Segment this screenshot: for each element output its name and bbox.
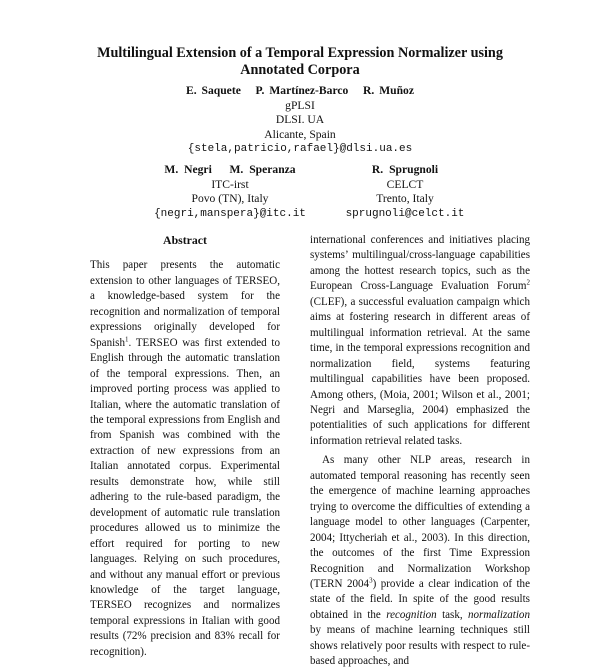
body-text: by means of machine learning techniques still shows relatively poor results with respect to rule-based approaches, and bbox=[310, 624, 530, 668]
footnote-marker-3: 3 bbox=[369, 576, 373, 585]
abstract-text-2: . TERSEO was first extended to English through the automatic translation of the temporal expressions. Then, an improved porting process was applied to Italian, where the automatic translation of the temporal expressions from English and from Spanish was combined with the extraction of new expressions from an Italian annotated corpus. Experimental results demonstrate how, while still adhering to the rule-based paradigm, the development of automatic rule translation procedures allowed us to minimize the effort required for porting to new languages. Relying on such procedures, and without any manual effort or previous knowledge of the target language, TERSEO recognizes and normalizes temporal expressions in Italian with good results (72% precision and 83% recall for recognition). bbox=[90, 336, 280, 658]
body-text: (CLEF), a successful evaluation campaign which aims at fostering research in different areas of multilingual information retrieval. At the same time, in the temporal expressions recognition and normalization field, systems featuring multilingual capabilities have been proposed. Among others, (Moia, 2001; Wilson et al., 2001; Negri and Marseglia, 2004) emphasized the potentialities of such applications for different information retrieval related tasks. bbox=[310, 295, 530, 447]
author-email: {negri,manspera}@itc.it bbox=[154, 207, 306, 220]
abstract-text-1: This paper presents the automatic extension to other languages of TERSEO, a knowledge-based system for the recognition and normalization of temporal expressions originally developed for Spanish bbox=[90, 259, 280, 349]
footnote-marker-2: 2 bbox=[526, 278, 530, 287]
body-text: task, bbox=[436, 608, 468, 621]
footnote-marker-1: 1 bbox=[125, 335, 129, 344]
author-location: Trento, Italy bbox=[376, 192, 434, 206]
title-line-1: Multilingual Extension of a Temporal Expression Normalizer using bbox=[97, 45, 503, 61]
author-department: DLSI. UA bbox=[275, 113, 325, 127]
left-column bbox=[90, 233, 280, 660]
author-email: sprugnoli@celct.it bbox=[345, 207, 465, 220]
title-line-2: Annotated Corpora bbox=[240, 62, 360, 78]
abstract-heading: Abstract bbox=[163, 233, 207, 247]
author-institution: ITC-irst bbox=[211, 177, 249, 191]
author-location: Alicante, Spain bbox=[264, 127, 336, 141]
body-paragraph-2 bbox=[310, 453, 530, 669]
author-email: {stela,patricio,rafael}@dlsi.ua.es bbox=[187, 143, 413, 156]
author-institution: CELCT bbox=[386, 177, 424, 191]
right-column bbox=[310, 233, 530, 670]
paper-title bbox=[0, 45, 600, 79]
author-block-celct bbox=[305, 163, 505, 221]
author-location: Povo (TN), Italy bbox=[191, 192, 269, 206]
body-text: ) provide a clear indication of the state of the field. In spite of the good results obtained in the bbox=[310, 577, 530, 621]
emphasis-recognition: recognition bbox=[386, 608, 437, 621]
body-text: international conferences and initiatives placing systems’ multilingual/cross-language capabilities among the hottest research topics, such as the European Cross-Language Evaluation Forum bbox=[310, 234, 530, 293]
author-names: E. Saquete P. Martínez-Barco R. Muñoz bbox=[186, 84, 414, 97]
author-names: M. Negri M. Speranza bbox=[164, 163, 296, 176]
author-block-alicante bbox=[0, 84, 600, 157]
body-text: As many other NLP areas, research in automated temporal reasoning has recently seen the emergence of machine learning approaches trying to overcome the difficulties of extending a language model to other languages (Carpenter, 2004; Ittycheriah et al., 2003). In this direction, the outcomes of the first Time Expression Recognition and Normalization Workshop (TERN 2004 bbox=[310, 454, 530, 590]
author-group: gPLSI bbox=[285, 98, 315, 112]
body-paragraph-1 bbox=[310, 233, 530, 449]
emphasis-normalization: normalization bbox=[467, 608, 530, 621]
author-names: R. Sprugnoli bbox=[371, 163, 439, 176]
